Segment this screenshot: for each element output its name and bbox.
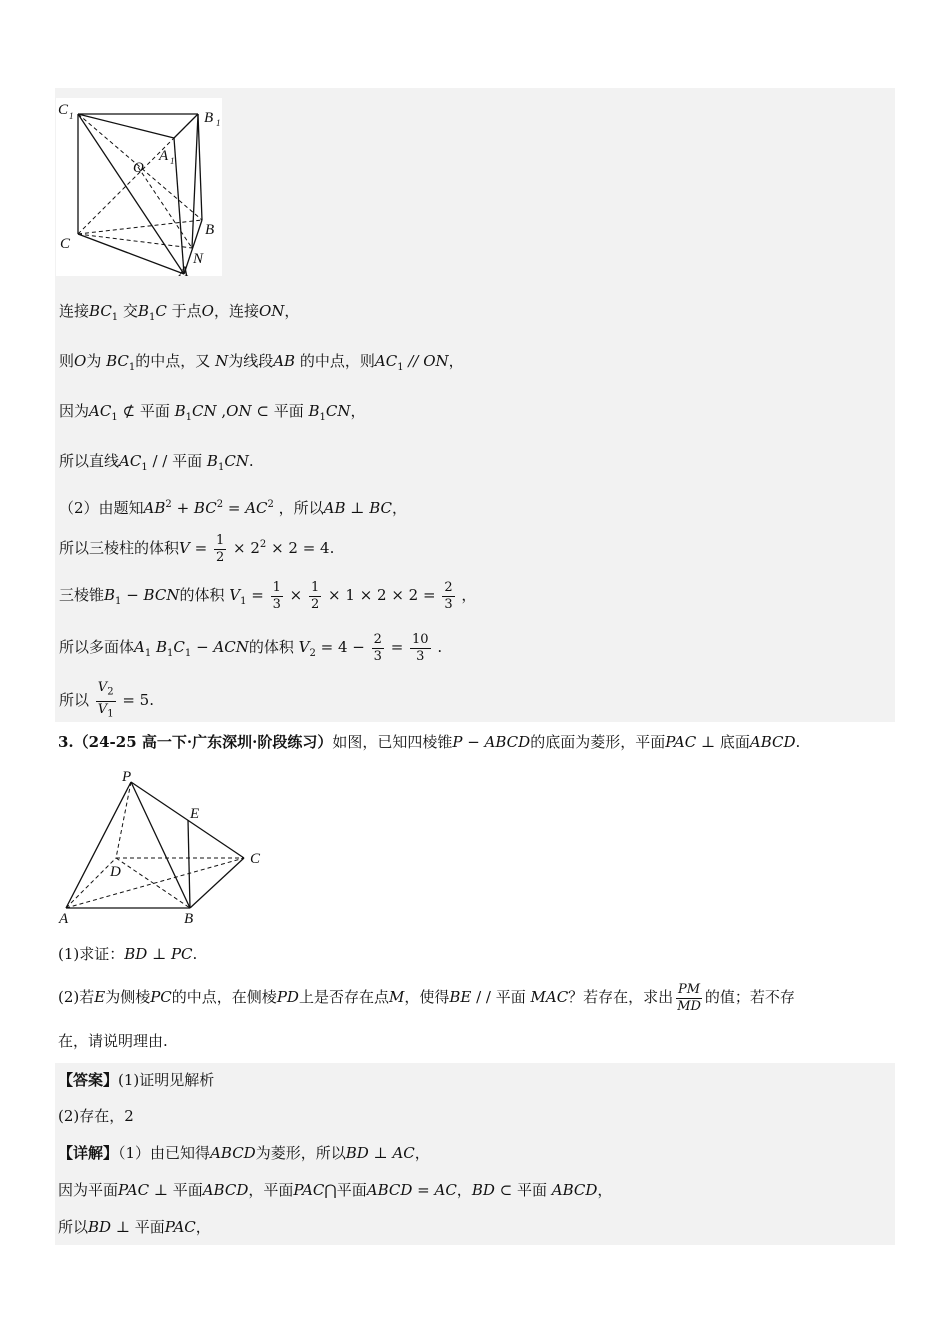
solution-line-6: 所以三棱柱的体积V = $\frac{1}{2}$ × $2^2 \times 2 = 4$. xyxy=(59,532,335,565)
answer-block xyxy=(55,1063,895,1245)
solution-line-9: 所以 $\frac{V_2}{V_1}$ = 5. xyxy=(59,680,154,722)
svg-text:1: 1 xyxy=(69,111,74,121)
question-1: (1)求证：BD ⊥ PC. xyxy=(58,945,198,963)
label-B: B xyxy=(184,911,194,927)
solution-line-7: 三棱锥$B_1$ − BCN的体积 $V_1$ = $\frac{1}{3}$ × $\frac{1}{2}$ × 1 × 2 × 2 = $\frac{2}{3}$ ， xyxy=(59,579,477,612)
solution-line-2: 则O为 $BC_1$的中点，又 N为线段AB 的中点，则$AC_1$ // ON， xyxy=(59,352,464,373)
solution-line-8: 所以多面体$A_1$ $B_1C_1$ − ACN的体积 $V_2 = 4$ − $\frac{2}{3}$ = $\frac{10}{3}$ . xyxy=(59,631,443,664)
label-D: D xyxy=(110,864,121,880)
label-O: O xyxy=(133,160,144,176)
prism-figure xyxy=(56,98,222,276)
fraction-half: $\frac{1}{2}$ xyxy=(215,532,225,565)
pyramid-figure xyxy=(56,766,270,930)
label-B1: B xyxy=(204,110,214,126)
label-C: C xyxy=(250,851,261,867)
label-N: N xyxy=(193,251,204,267)
problem-source: （24-25 高一下·广东深圳·阶段练习） xyxy=(73,733,333,751)
question-2-continued: 在，请说明理由. xyxy=(58,1032,168,1050)
answer-line-2: (2)存在，2 xyxy=(58,1107,134,1125)
fraction-pm-md: $\frac{PM}{MD}$ xyxy=(677,981,701,1014)
prism-diagram xyxy=(56,98,222,276)
pyramid-diagram xyxy=(56,766,270,930)
question-2: (2)若E为侧棱PC的中点，在侧棱PD上是否存在点M，使得BE / / 平面 MAC？若存在，求出 $\frac{PM}{MD}$ 的值；若不存 xyxy=(58,981,795,1014)
answer-tag: 【答案】 xyxy=(58,1071,119,1089)
solution-line-5: （2）由题知$AB^2 + BC^2 = AC^2$ ，所以AB ⊥ BC， xyxy=(59,499,407,517)
label-A1: A xyxy=(159,148,169,164)
problem-3-statement: 3.（24-25 高一下·广东深圳·阶段练习）如图，已知四棱锥P − ABCD的底面为菱形，平面PAC ⊥ 底面ABCD. xyxy=(58,733,801,751)
solution-line-4: 所以直线$AC_1$ / / 平面 $B_1CN$. xyxy=(59,452,254,473)
label-A: A xyxy=(179,264,189,276)
label-C1: C xyxy=(58,102,69,118)
fraction-v2-v1: $\frac{V_2}{V_1}$ xyxy=(97,680,114,720)
solution-line-3: 因为$AC_1$ ⊄ 平面 $B_1CN$ ,ON ⊂ 平面 $B_1CN$， xyxy=(59,402,366,423)
detail-line-3: 所以BD ⊥ 平面PAC， xyxy=(58,1218,211,1236)
svg-text:1: 1 xyxy=(170,156,175,166)
label-A: A xyxy=(59,911,69,927)
detail-line-1: 【详解】（1）由已知得ABCD为菱形，所以BD ⊥ AC， xyxy=(58,1144,430,1162)
detail-line-2: 因为平面PAC ⊥ 平面ABCD，平面PAC⋂平面ABCD = AC，BD ⊂ 平面 ABCD， xyxy=(58,1181,613,1199)
label-C: C xyxy=(60,236,71,252)
answer-line-1: 【答案】(1)证明见解析 xyxy=(58,1071,215,1089)
solution-block xyxy=(55,88,895,722)
label-E: E xyxy=(190,806,200,822)
detail-tag: 【详解】 xyxy=(58,1144,119,1162)
svg-text:1: 1 xyxy=(216,118,221,128)
label-B: B xyxy=(205,222,215,238)
solution-line-1: 连接$BC_1$ 交$B_1C$ 于点O，连接ON， xyxy=(59,302,300,323)
label-P: P xyxy=(122,769,132,785)
